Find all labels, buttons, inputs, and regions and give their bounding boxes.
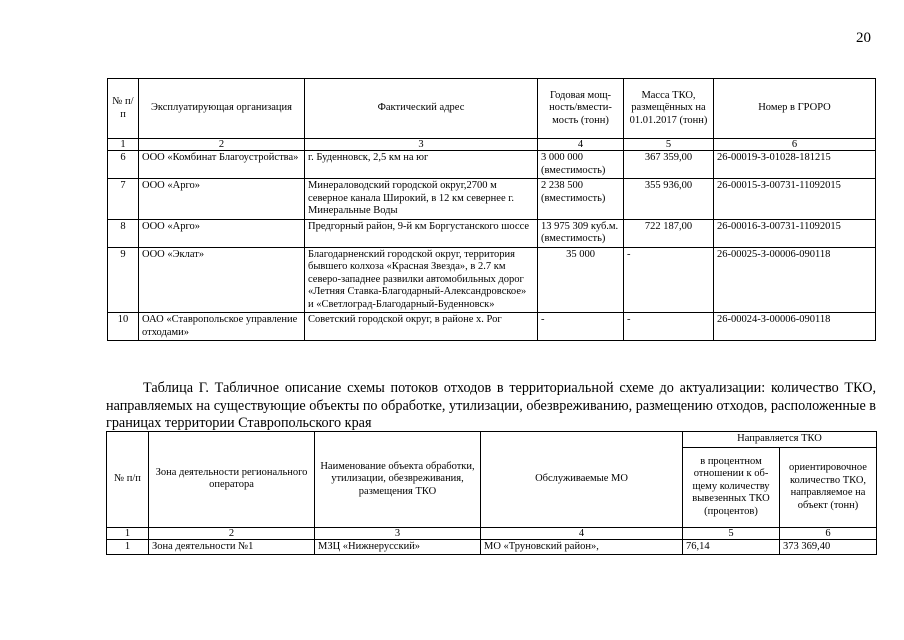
table-header-row bbox=[107, 432, 877, 448]
index-cell: 2 bbox=[149, 527, 315, 539]
table-caption bbox=[106, 380, 876, 433]
subheader-cell: ориентировочное количество ТКО, направляемое на объект (тонн) bbox=[780, 447, 877, 527]
table-row bbox=[108, 247, 876, 313]
subheader-cell: в процентном отношении к общему количеству вывезенных ТКО (процентов) bbox=[683, 447, 780, 527]
capacity-cell: 13 975 309 куб.м. (вместимость) bbox=[538, 219, 624, 247]
mass-cell: - bbox=[624, 247, 714, 313]
index-cell: 5 bbox=[683, 527, 780, 539]
row-number: 7 bbox=[108, 179, 139, 220]
address-cell: Предгорный район, 9-й км Боргустанского шоссе bbox=[305, 219, 538, 247]
table-header-row bbox=[108, 79, 876, 139]
header-cell: № п/п bbox=[107, 432, 149, 528]
table-row bbox=[108, 179, 876, 220]
organization-cell: ООО «Арго» bbox=[139, 179, 305, 220]
capacity-cell: - bbox=[538, 313, 624, 341]
amount-cell: 373 369,40 bbox=[780, 539, 877, 555]
zone-cell: Зона деятельности №1 bbox=[149, 539, 315, 555]
organization-cell: ООО «Эклат» bbox=[139, 247, 305, 313]
organization-cell: ОАО «Ставропольское управление отходами» bbox=[139, 313, 305, 341]
address-cell: Минераловодский городской округ,2700 м северное канала Широкий, в 12 км севернее г. Минеральные Воды bbox=[305, 179, 538, 220]
header-cell: Масса ТКО, размещённых на 01.01.2017 (тонн) bbox=[624, 79, 714, 139]
header-cell: Зона деятельности регионального оператора bbox=[149, 432, 315, 528]
registry-number-cell: 26-00016-З-00731-11092015 bbox=[714, 219, 876, 247]
mass-cell: 355 936,00 bbox=[624, 179, 714, 220]
landfill-table bbox=[107, 78, 876, 341]
facility-cell: МЗЦ «Нижнерусский» bbox=[315, 539, 481, 555]
capacity-cell: 2 238 500 (вместимость) bbox=[538, 179, 624, 220]
organization-cell: ООО «Комбинат Благоустройства» bbox=[139, 151, 305, 179]
row-number: 10 bbox=[108, 313, 139, 341]
row-number: 1 bbox=[107, 539, 149, 555]
address-cell: Благодарненский городской округ, территория бывшего колхоза «Красная Звезда», в 2.7 км северо-западнее развилки автомобильных дорог «Летняя Ставка-Благодарный-Александровское» и «Светлоград-Благодарный-Буденновск» bbox=[305, 247, 538, 313]
header-cell: Годовая мощность/вместимость (тонн) bbox=[538, 79, 624, 139]
table-row bbox=[107, 539, 877, 555]
municipality-cell: МО «Труновский район», bbox=[481, 539, 683, 555]
column-index-row bbox=[108, 139, 876, 151]
index-cell: 3 bbox=[305, 139, 538, 151]
header-cell: Направляется ТКО bbox=[683, 432, 877, 448]
registry-number-cell: 26-00015-З-00731-11092015 bbox=[714, 179, 876, 220]
header-cell: Номер в ГРОРО bbox=[714, 79, 876, 139]
mass-cell: - bbox=[624, 313, 714, 341]
registry-number-cell: 26-00025-З-00006-090118 bbox=[714, 247, 876, 313]
table-row bbox=[108, 151, 876, 179]
header-cell: Наименование объекта обработки, утилизации, обезвреживания, размещения ТКО bbox=[315, 432, 481, 528]
table-row bbox=[108, 313, 876, 341]
index-cell: 1 bbox=[107, 527, 149, 539]
index-cell: 3 bbox=[315, 527, 481, 539]
registry-number-cell: 26-00019-З-01028-181215 bbox=[714, 151, 876, 179]
index-cell: 6 bbox=[714, 139, 876, 151]
organization-cell: ООО «Арго» bbox=[139, 219, 305, 247]
mass-cell: 722 187,00 bbox=[624, 219, 714, 247]
caption-text: Таблица Г. Табличное описание схемы потоков отходов в территориальной схеме до актуализации: количество ТКО, направляемых на существующие объекты по обработке, утилизации, обезвреживанию, размещению отходов, расположенные в границах территории Ставропольского края bbox=[106, 380, 876, 431]
row-number: 9 bbox=[108, 247, 139, 313]
capacity-cell: 3 000 000 (вместимость) bbox=[538, 151, 624, 179]
table-row bbox=[108, 219, 876, 247]
row-number: 8 bbox=[108, 219, 139, 247]
header-cell: Эксплуатирующая организация bbox=[139, 79, 305, 139]
index-cell: 4 bbox=[481, 527, 683, 539]
index-cell: 4 bbox=[538, 139, 624, 151]
mass-cell: 367 359,00 bbox=[624, 151, 714, 179]
page-number: 20 bbox=[856, 30, 871, 46]
row-number: 6 bbox=[108, 151, 139, 179]
capacity-cell: 35 000 bbox=[538, 247, 624, 313]
registry-number-cell: 26-00024-З-00006-090118 bbox=[714, 313, 876, 341]
index-cell: 6 bbox=[780, 527, 877, 539]
index-cell: 2 bbox=[139, 139, 305, 151]
column-index-row bbox=[107, 527, 877, 539]
header-cell: Обслуживаемые МО bbox=[481, 432, 683, 528]
index-cell: 1 bbox=[108, 139, 139, 151]
index-cell: 5 bbox=[624, 139, 714, 151]
address-cell: г. Буденновск, 2,5 км на юг bbox=[305, 151, 538, 179]
header-cell: Фактический адрес bbox=[305, 79, 538, 139]
waste-flow-table bbox=[106, 431, 877, 555]
percent-cell: 76,14 bbox=[683, 539, 780, 555]
header-cell: № п/п bbox=[108, 79, 139, 139]
address-cell: Советский городской округ, в районе х. Рог bbox=[305, 313, 538, 341]
